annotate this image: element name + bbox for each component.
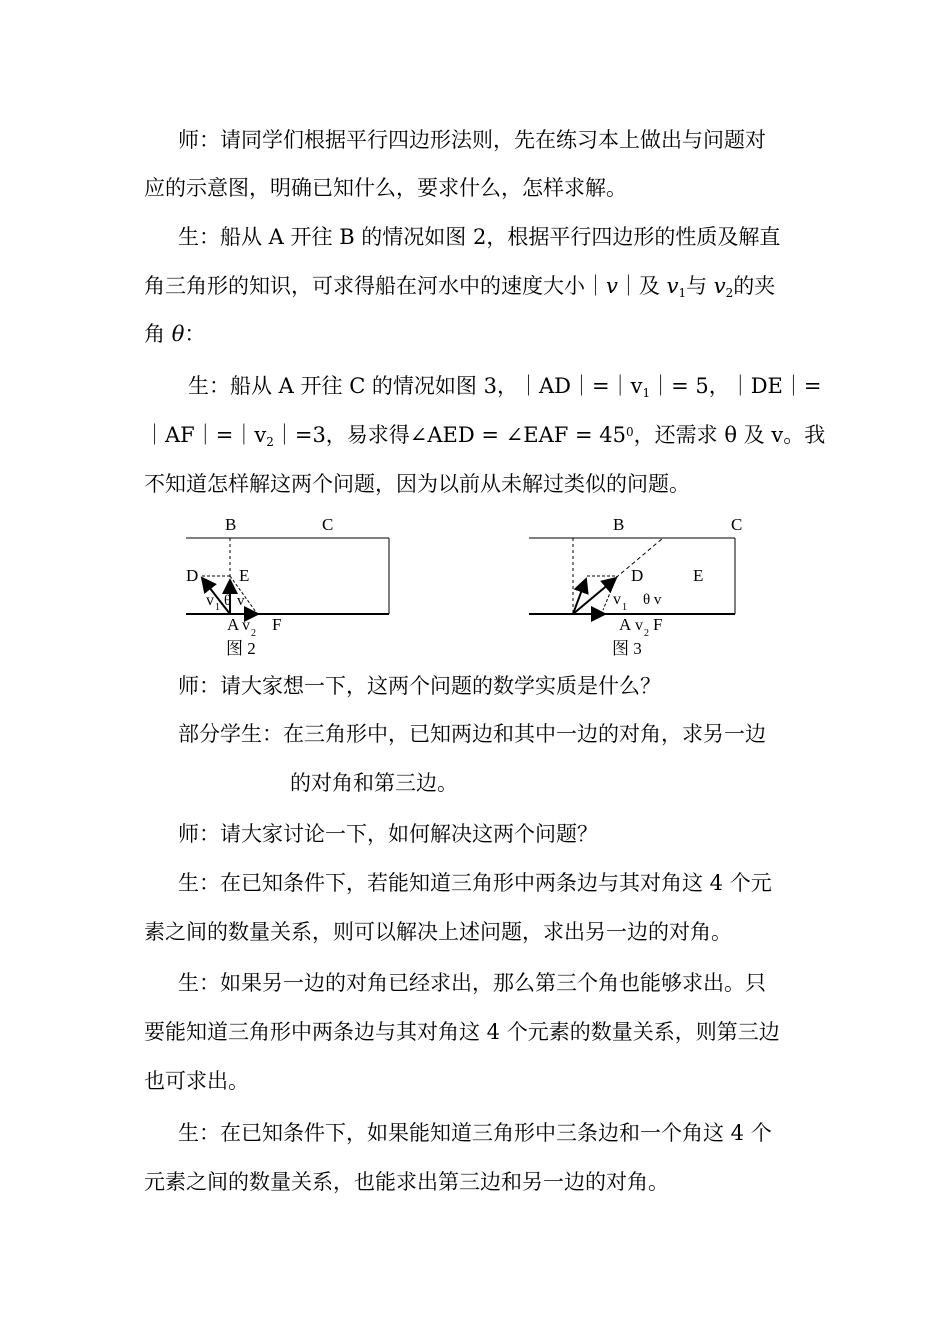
- para2-text-c: 与: [686, 274, 714, 298]
- para3-v2-sub: 2: [266, 435, 274, 449]
- fig3-label-v2: v: [635, 617, 643, 634]
- para4-line1: 师：请大家想一下，这两个问题的数学实质是什么？: [178, 674, 661, 698]
- para3-text-b: ｜= 5，｜DE｜=: [650, 374, 822, 398]
- velocity-v2: v: [713, 274, 726, 298]
- para8-line1: 生：如果另一边的对角已经求出，那么第三个角也能够求出。只: [178, 971, 766, 995]
- fig2-label-theta: θ: [224, 593, 232, 609]
- para7-line2: 素之间的数量关系，则可以解决上述问题，求出另一边的对角。: [144, 920, 732, 944]
- fig3-label-c: C: [731, 515, 743, 534]
- para7-line1: 生：在已知条件下，若能知道三角形中两条边与其对角这 4 个元: [178, 871, 772, 895]
- fig3-label-a: A: [619, 615, 632, 634]
- fig2-label-b: B: [225, 515, 237, 534]
- fig2-label-v2-sub: 2: [251, 628, 256, 639]
- para8-line3: 也可求出。: [144, 1069, 249, 1093]
- para1-line1: 师：请同学们根据平行四边形法则，先在练习本上做出与问题对: [178, 128, 766, 152]
- velocity-v1: v: [666, 274, 679, 298]
- fig3-label-v1: v: [613, 591, 621, 608]
- velocity-v1-sub: 1: [678, 286, 687, 300]
- fig3-label-b: B: [613, 515, 625, 534]
- fig2-label-v: v: [237, 593, 245, 609]
- para2-text-a: 角三角形的知识，可求得船在河水中的速度大小｜: [144, 274, 606, 298]
- para3-line1: [188, 374, 821, 401]
- fig2-label-v2: v: [242, 617, 250, 634]
- para9-line2: 元素之间的数量关系，也能求出第三边和另一边的对角。: [144, 1170, 669, 1194]
- degree-sup: 0: [626, 425, 634, 439]
- para2-line3: [144, 322, 205, 346]
- para2-line2: [144, 274, 775, 301]
- para9-line1: 生：在已知条件下，如果能知道三角形中三条边和一个角这 4 个: [178, 1121, 772, 1145]
- figure-2: [180, 510, 400, 660]
- fig3-label-v1-sub: 1: [622, 602, 627, 613]
- para2-text-b: ｜及: [617, 274, 667, 298]
- fig2-caption: 图 2: [226, 639, 256, 658]
- para2-text-d: 的夹: [733, 274, 776, 298]
- fig2-label-e: E: [239, 566, 250, 585]
- para3-line2: [144, 423, 825, 450]
- fig3-label-v2-sub: 2: [644, 628, 649, 639]
- fig3-label-d: D: [631, 566, 644, 585]
- para5-line1: 部分学生：在三角形中，已知两边和其中一边的对角，求另一边: [178, 722, 766, 746]
- para6-line1: 师：请大家讨论一下，如何解决这两个问题？: [178, 822, 598, 846]
- para3-text-e: ，还需求 θ 及 v。我: [633, 423, 826, 447]
- para1-line2: 应的示意图，明确已知什么，要求什么，怎样求解。: [144, 176, 627, 200]
- figure-3: [525, 510, 755, 660]
- fig2-label-d: D: [186, 566, 199, 585]
- fig2-label-v1-sub: 1: [215, 602, 220, 613]
- para3-text-c: ｜AF｜=｜v: [144, 423, 267, 447]
- speed-v: v: [606, 274, 618, 298]
- velocity-v2-sub: 2: [725, 286, 734, 300]
- para3-text-a: 生：船从 A 开往 C 的情况如图 3，｜AD｜=｜v: [188, 374, 643, 398]
- fig3-label-e: E: [693, 566, 704, 585]
- para3-text-d: ｜=3，易求得∠AED = ∠EAF = 45: [273, 423, 627, 447]
- para3-v1-sub: 1: [642, 386, 651, 400]
- para2-line1: 生：船从 A 开往 B 的情况如图 2，根据平行四边形的性质及解直: [178, 225, 781, 249]
- para5-line2: 的对角和第三边。: [290, 771, 458, 795]
- fig3-label-f: F: [653, 615, 663, 634]
- fig2-label-v1: v: [206, 592, 214, 609]
- fig2-label-f: F: [272, 615, 282, 634]
- fig3-label-theta-v: θ v: [643, 592, 662, 608]
- fig2-label-c: C: [322, 515, 334, 534]
- para2-text-f: ：: [184, 322, 206, 346]
- para2-text-e: 角: [144, 322, 172, 346]
- angle-theta: θ: [171, 322, 185, 346]
- fig2-label-a: A: [227, 615, 240, 634]
- para3-line3: 不知道怎样解这两个问题，因为以前从未解过类似的问题。: [144, 472, 690, 496]
- fig3-caption: 图 3: [612, 639, 642, 658]
- para8-line2: 要能知道三角形中两条边与其对角这 4 个元素的数量关系，则第三边: [144, 1020, 780, 1044]
